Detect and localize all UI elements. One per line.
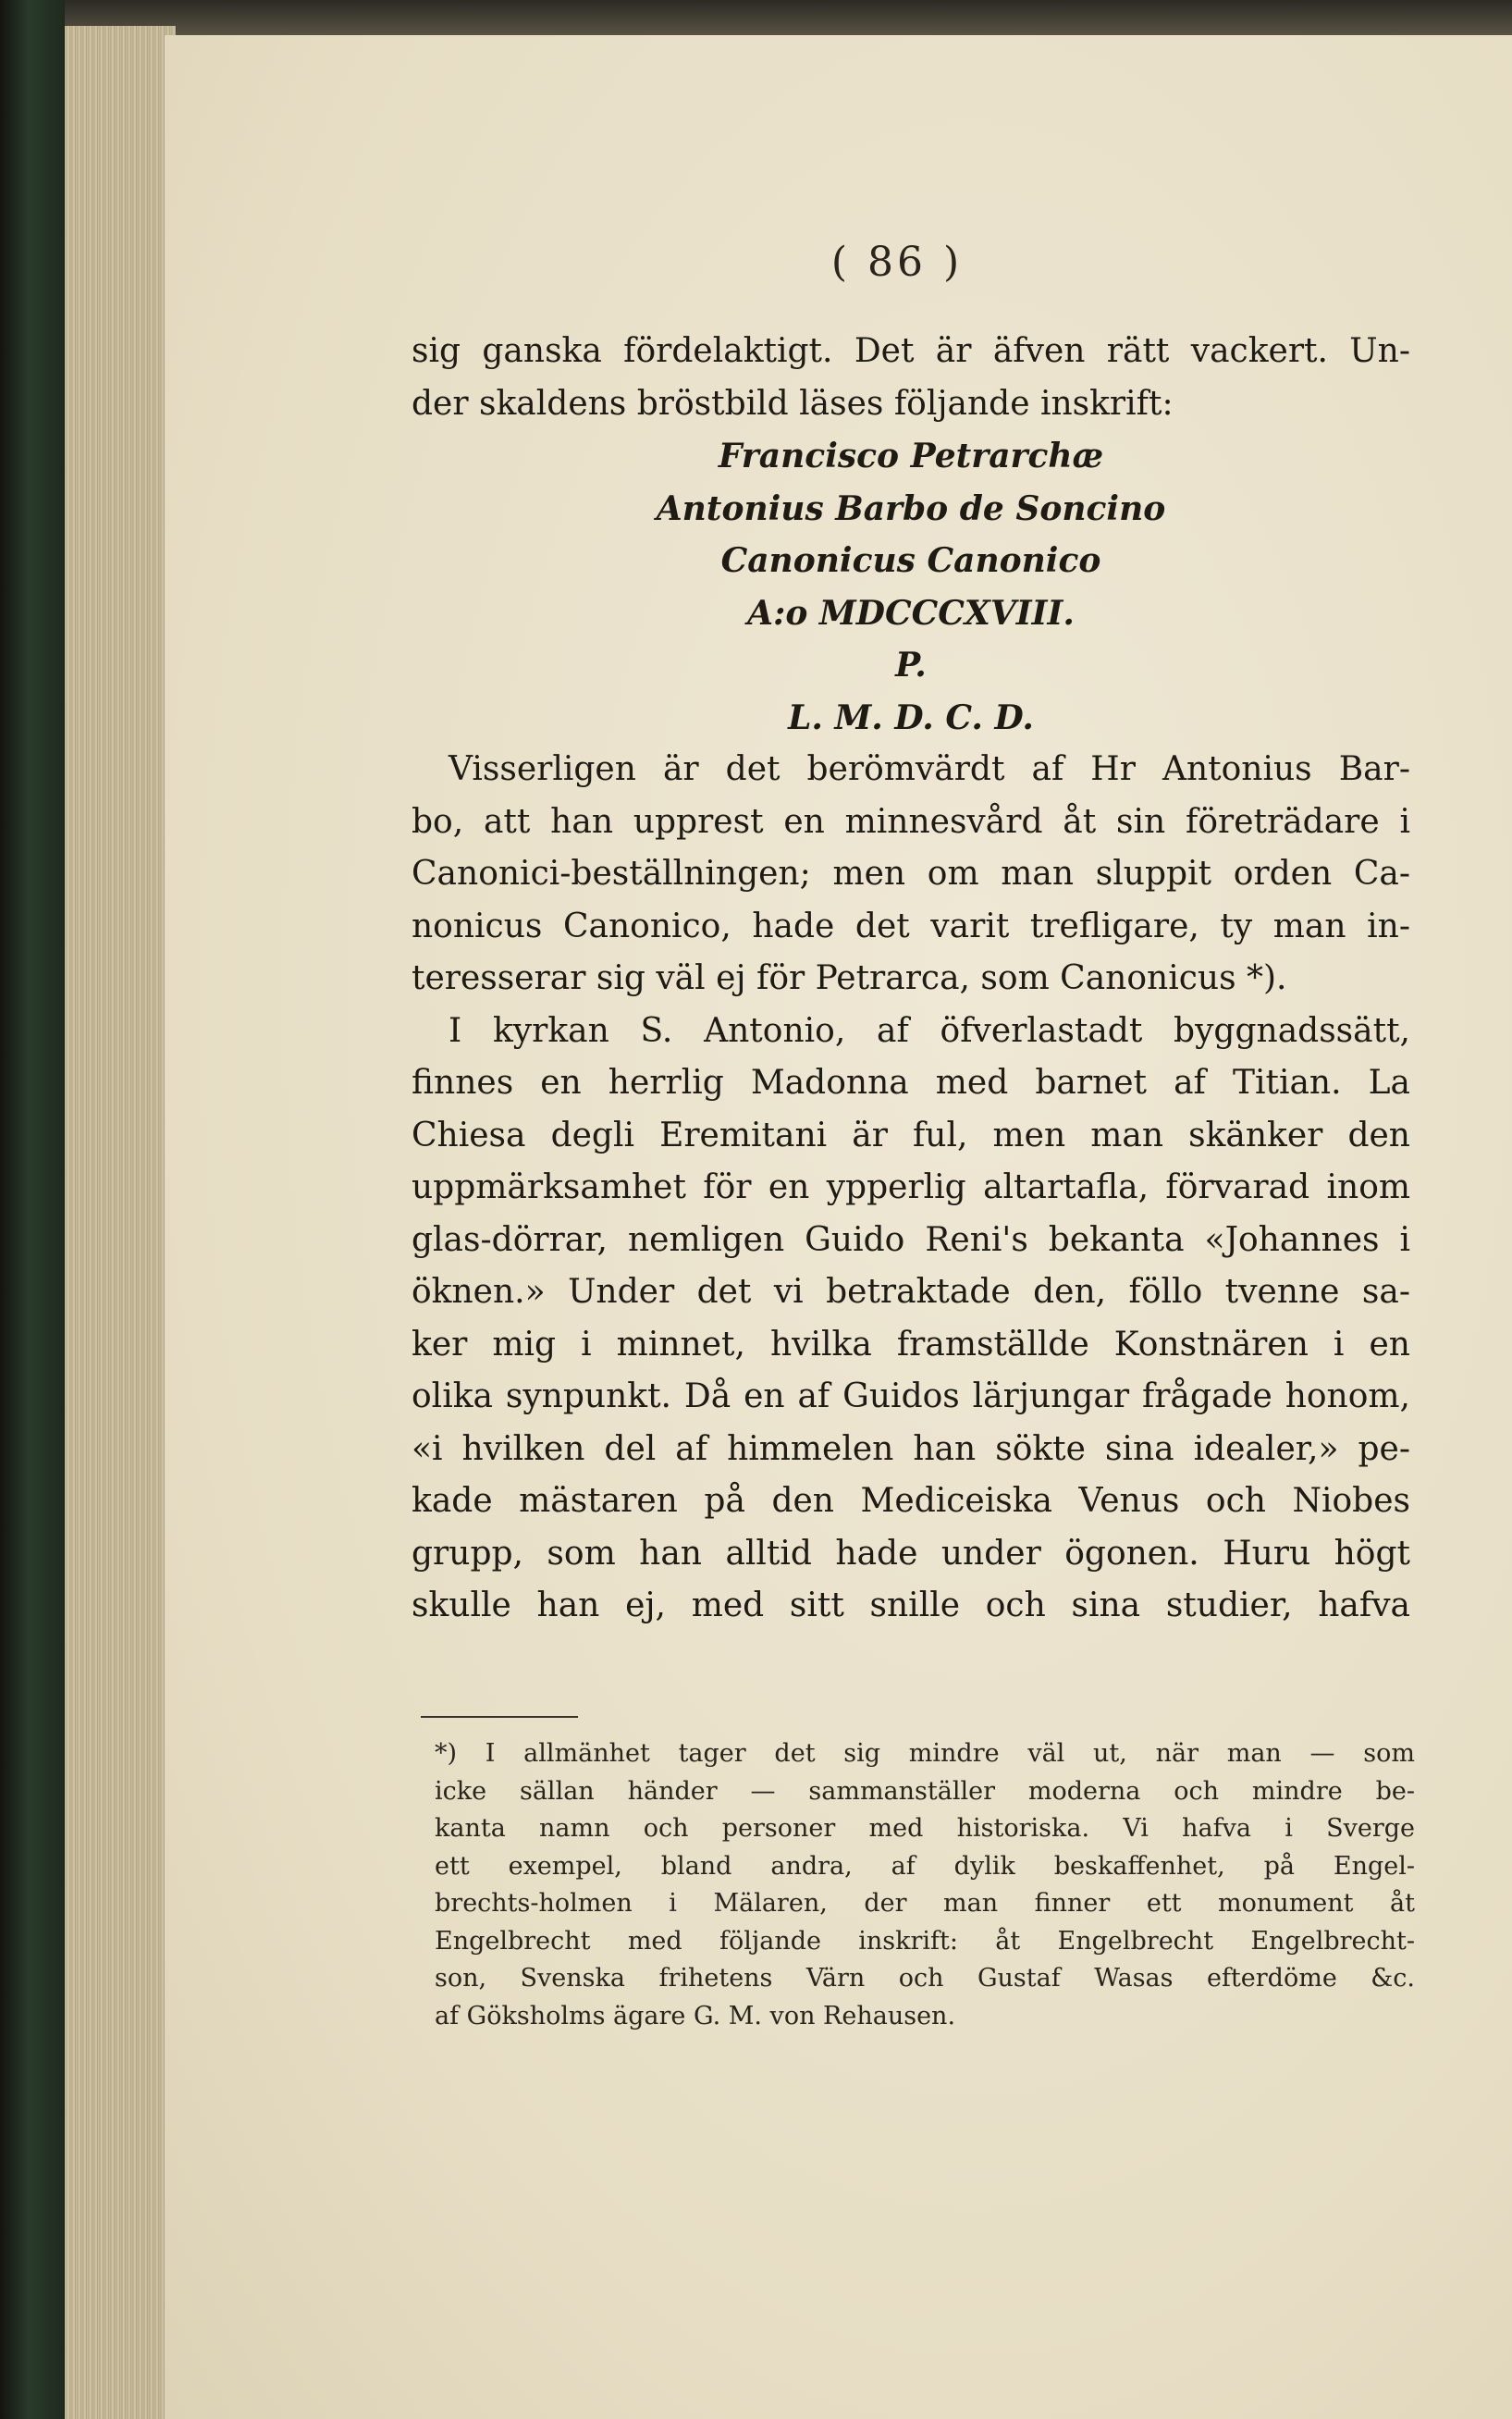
text-line: grupp, som han alltid hade under ögonen. Huru högt [412, 1534, 1410, 1573]
text-line: ker mig i minnet, hvilka framställde Konstnären i en [412, 1325, 1410, 1364]
footnote [435, 1735, 1415, 2035]
text-line: «i hvilken del af himmelen han sökte sina idealer,» pe- [412, 1429, 1410, 1468]
text-line: der skaldens bröstbild läses följande inskrift: [412, 384, 1174, 423]
text-line: sig ganska fördelaktigt. Det är äfven rätt vackert. Un- [412, 332, 1410, 370]
inscription-line: Antonius Barbo de Soncino [656, 488, 1166, 528]
text-line: olika synpunkt. Då en af Guidos lärjungar frågade honom, [412, 1377, 1410, 1415]
footnote-line: *) I allmänhet tager det sig mindre väl ut, när man — som [435, 1739, 1415, 1768]
footnote-line: son, Svenska frihetens Värn och Gustaf Wasas efterdöme &c. [435, 1964, 1415, 1993]
footnote-line: ett exempel, bland andra, af dylik beskaffenhet, på Engel- [435, 1851, 1415, 1881]
text-line: skulle han ej, med sitt snille och sina studier, hafva [412, 1586, 1410, 1624]
text-line: I kyrkan S. Antonio, af öfverlastadt byggnadssätt, [449, 1011, 1410, 1050]
text-line: kade mästaren på den Mediceiska Venus och Niobes [412, 1482, 1410, 1520]
footnote-line: kanta namn och personer med historiska. Vi hafva i Sverge [435, 1814, 1415, 1843]
footnote-line: Engelbrecht med följande inskrift: åt Engelbrecht Engelbrecht- [435, 1926, 1415, 1956]
text-line: uppmärksamhet för en ypperlig altartafla, förvarad inom [412, 1168, 1410, 1206]
book-cover-top [0, 0, 1512, 37]
inscription-line: L. M. D. C. D. [788, 697, 1034, 737]
page-edges [65, 26, 176, 2419]
inscription-line: Francisco Petrarchæ [718, 437, 1104, 475]
text-line: Visserligen är det berömvärdt af Hr Antonius Bar- [449, 750, 1410, 788]
text-line: nonicus Canonico, hade det varit trefligare, ty man in- [412, 907, 1410, 945]
footnote-rule [421, 1716, 578, 1718]
text-line: bo, att han upprest en minnesvård åt sin företrädare i [412, 802, 1410, 841]
page-number: ( 86 ) [830, 239, 964, 286]
footnote-line: af Göksholms ägare G. M. von Rehausen. [435, 2001, 956, 2030]
text-line: glas-dörrar, nemligen Guido Reni's bekanta «Johannes i [412, 1220, 1410, 1259]
book-cover-spine [0, 0, 65, 2419]
text-line: öknen.» Under det vi betraktade den, föllo tvenne sa- [412, 1273, 1410, 1311]
text-line: Chiesa degli Eremitani är ful, men man skänker den [412, 1116, 1410, 1154]
inscription-line: Canonicus Canonico [720, 541, 1101, 580]
text-line: Canonici-beställningen; men om man sluppit orden Ca- [412, 855, 1410, 893]
inscription-line: P. [895, 646, 927, 685]
footnote-line: brechts-holmen i Mälaren, der man finner ett monument åt [435, 1889, 1415, 1918]
inscription-line: A:o MDCCCXVIII. [747, 593, 1075, 633]
text-line: finnes en herrlig Madonna med barnet af Titian. La [412, 1064, 1410, 1102]
text-line: teresserar sig väl ej för Petrarca, som Canonicus *). [412, 959, 1287, 997]
footnote-line: icke sällan händer — sammanställer moderna och mindre be- [435, 1776, 1415, 1806]
main-text [412, 326, 1410, 1633]
